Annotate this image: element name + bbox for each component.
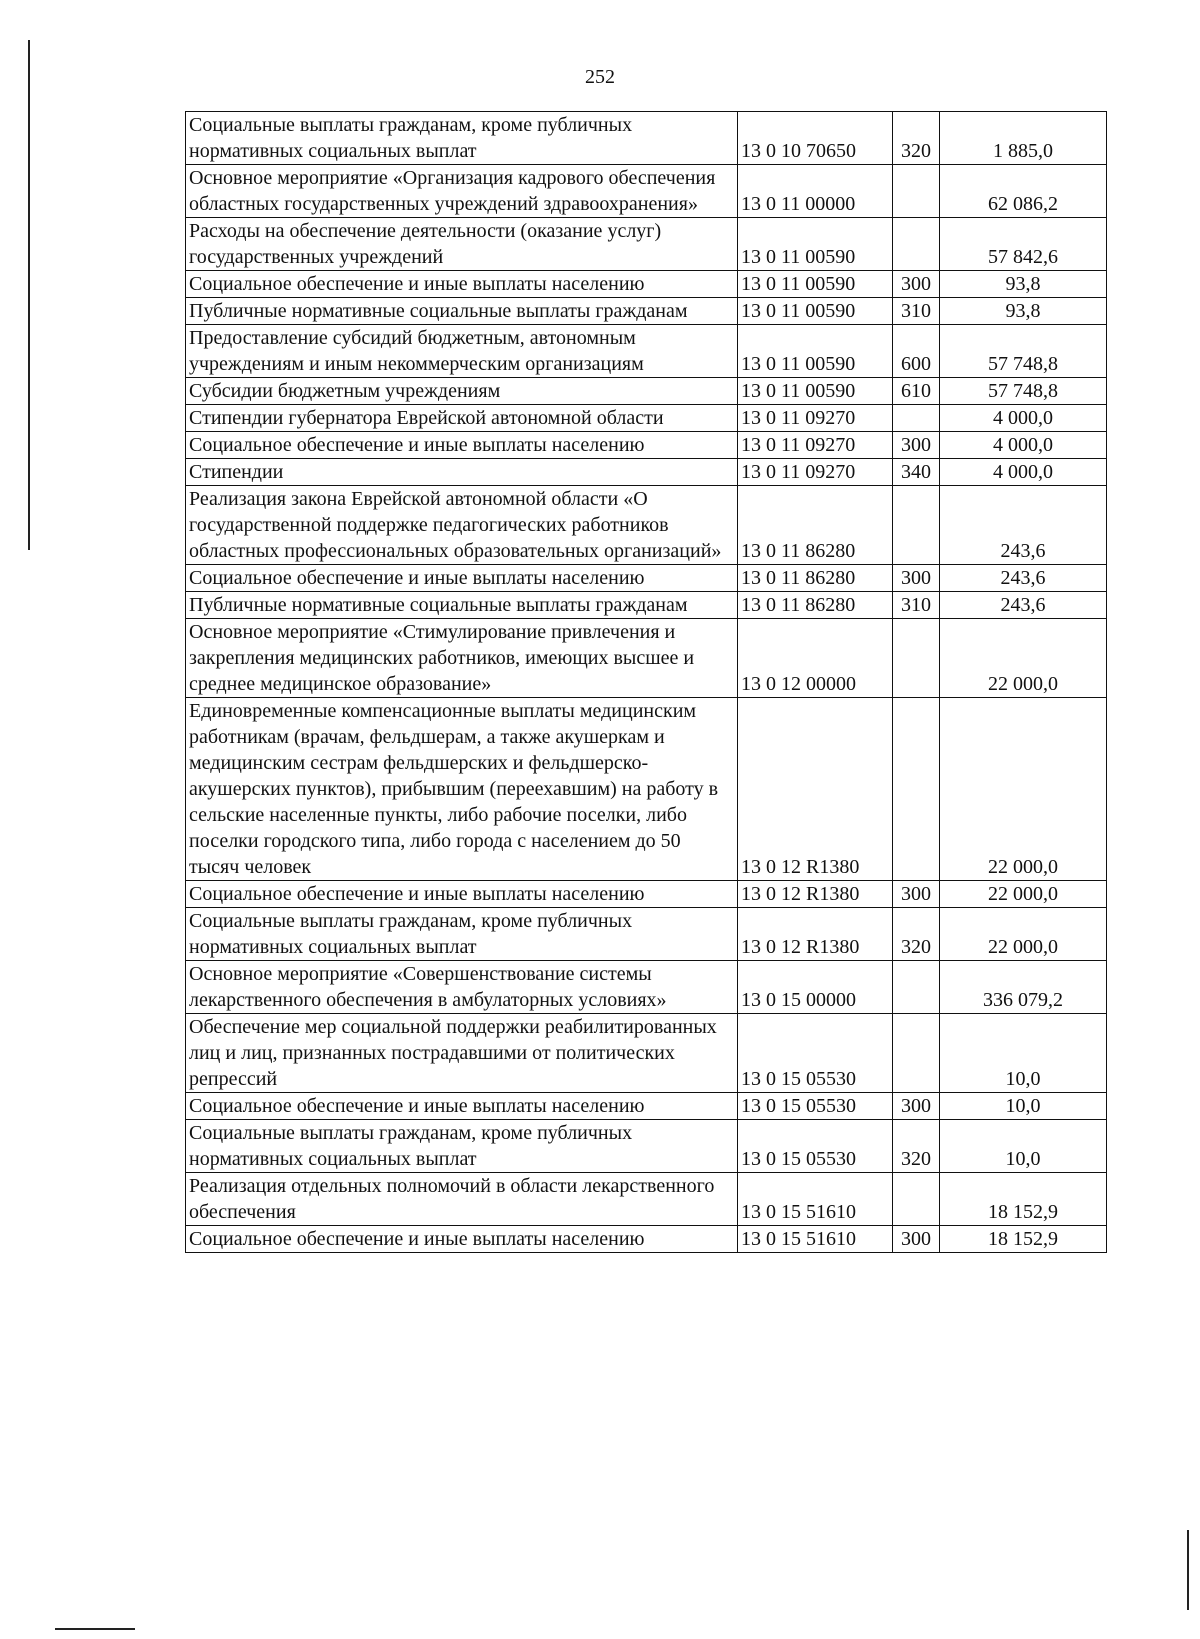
table-row — [186, 1120, 1107, 1173]
expense-name-cell: Стипендии губернатора Еврейской автономной области — [186, 405, 738, 432]
target-article-code-cell: 13 0 12 R1380 — [738, 881, 893, 908]
expense-name-cell: Социальные выплаты гражданам, кроме публичных нормативных социальных выплат — [186, 1120, 738, 1173]
expense-type-code-cell: 320 — [893, 1120, 940, 1173]
table-row — [186, 165, 1107, 218]
table-row — [186, 271, 1107, 298]
table-row — [186, 908, 1107, 961]
expense-name-cell: Единовременные компенсационные выплаты медицинским работникам (врачам, фельдшерам, а также акушеркам и медицинским сестрам фельдшерских и фельдшерско-акушерских пунктов), прибывшим (переехавшим) на работу в сельские населенные пункты, либо рабочие поселки, либо поселки городского типа, либо города с населением до 50 тысяч человек — [186, 698, 738, 881]
target-article-code-cell: 13 0 15 05530 — [738, 1093, 893, 1120]
expense-name-cell: Социальное обеспечение и иные выплаты населению — [186, 565, 738, 592]
amount-cell: 93,8 — [940, 298, 1107, 325]
table-row — [186, 112, 1107, 165]
target-article-code-cell: 13 0 11 09270 — [738, 405, 893, 432]
expense-name-cell: Реализация закона Еврейской автономной области «О государственной поддержке педагогических работников областных профессиональных образовательных организаций» — [186, 486, 738, 565]
expense-type-code-cell — [893, 698, 940, 881]
table-row — [186, 1093, 1107, 1120]
expense-name-cell: Социальные выплаты гражданам, кроме публичных нормативных социальных выплат — [186, 908, 738, 961]
expense-name-cell: Социальное обеспечение и иные выплаты населению — [186, 1093, 738, 1120]
amount-cell: 4 000,0 — [940, 432, 1107, 459]
target-article-code-cell: 13 0 11 09270 — [738, 459, 893, 486]
target-article-code-cell: 13 0 12 00000 — [738, 619, 893, 698]
amount-cell: 22 000,0 — [940, 698, 1107, 881]
expense-name-cell: Субсидии бюджетным учреждениям — [186, 378, 738, 405]
expense-type-code-cell: 300 — [893, 881, 940, 908]
amount-cell: 22 000,0 — [940, 908, 1107, 961]
amount-cell: 57 842,6 — [940, 218, 1107, 271]
expense-name-cell: Социальное обеспечение и иные выплаты населению — [186, 432, 738, 459]
amount-cell: 18 152,9 — [940, 1226, 1107, 1253]
table-row — [186, 432, 1107, 459]
expense-type-code-cell: 340 — [893, 459, 940, 486]
table-row — [186, 1173, 1107, 1226]
table-row — [186, 1226, 1107, 1253]
scan-edge-mark-left — [28, 40, 30, 550]
amount-cell: 10,0 — [940, 1014, 1107, 1093]
expense-type-code-cell: 300 — [893, 432, 940, 459]
table-row — [186, 486, 1107, 565]
amount-cell: 243,6 — [940, 565, 1107, 592]
table-row — [186, 565, 1107, 592]
target-article-code-cell: 13 0 15 00000 — [738, 961, 893, 1014]
expense-type-code-cell: 300 — [893, 1093, 940, 1120]
table-row — [186, 405, 1107, 432]
table-row — [186, 459, 1107, 486]
expense-type-code-cell — [893, 165, 940, 218]
scan-edge-mark-right — [1187, 1530, 1189, 1610]
table-row — [186, 881, 1107, 908]
table-row — [186, 378, 1107, 405]
amount-cell: 18 152,9 — [940, 1173, 1107, 1226]
amount-cell: 22 000,0 — [940, 881, 1107, 908]
target-article-code-cell: 13 0 12 R1380 — [738, 698, 893, 881]
amount-cell: 10,0 — [940, 1093, 1107, 1120]
target-article-code-cell: 13 0 11 09270 — [738, 432, 893, 459]
page-number: 252 — [585, 66, 615, 88]
expense-name-cell: Социальные выплаты гражданам, кроме публичных нормативных социальных выплат — [186, 112, 738, 165]
expense-type-code-cell: 320 — [893, 908, 940, 961]
target-article-code-cell: 13 0 15 51610 — [738, 1226, 893, 1253]
amount-cell: 22 000,0 — [940, 619, 1107, 698]
expense-type-code-cell — [893, 619, 940, 698]
expense-name-cell: Основное мероприятие «Стимулирование привлечения и закрепления медицинских работников, имеющих высшее и среднее медицинское образование» — [186, 619, 738, 698]
expense-type-code-cell — [893, 405, 940, 432]
amount-cell: 4 000,0 — [940, 405, 1107, 432]
expense-name-cell: Предоставление субсидий бюджетным, автономным учреждениям и иным некоммерческим организациям — [186, 325, 738, 378]
expense-type-code-cell — [893, 1014, 940, 1093]
expense-type-code-cell: 610 — [893, 378, 940, 405]
target-article-code-cell: 13 0 11 00590 — [738, 378, 893, 405]
table-row — [186, 325, 1107, 378]
expense-name-cell: Обеспечение мер социальной поддержки реабилитированных лиц и лиц, признанных пострадавшими от политических репрессий — [186, 1014, 738, 1093]
amount-cell: 93,8 — [940, 271, 1107, 298]
expense-name-cell: Стипендии — [186, 459, 738, 486]
table-row — [186, 218, 1107, 271]
target-article-code-cell: 13 0 11 86280 — [738, 486, 893, 565]
budget-table — [185, 111, 1107, 1253]
table-row — [186, 619, 1107, 698]
amount-cell: 4 000,0 — [940, 459, 1107, 486]
expense-name-cell: Основное мероприятие «Совершенствование системы лекарственного обеспечения в амбулаторных условиях» — [186, 961, 738, 1014]
expense-type-code-cell: 300 — [893, 271, 940, 298]
amount-cell: 57 748,8 — [940, 378, 1107, 405]
expense-name-cell: Основное мероприятие «Организация кадрового обеспечения областных государственных учреждений здравоохранения» — [186, 165, 738, 218]
amount-cell: 243,6 — [940, 592, 1107, 619]
expense-type-code-cell — [893, 961, 940, 1014]
table-row — [186, 698, 1107, 881]
budget-table-body — [186, 112, 1107, 1253]
target-article-code-cell: 13 0 15 05530 — [738, 1120, 893, 1173]
expense-type-code-cell: 310 — [893, 592, 940, 619]
expense-type-code-cell — [893, 1173, 940, 1226]
expense-name-cell: Расходы на обеспечение деятельности (оказание услуг) государственных учреждений — [186, 218, 738, 271]
amount-cell: 1 885,0 — [940, 112, 1107, 165]
table-row — [186, 298, 1107, 325]
expense-type-code-cell: 300 — [893, 565, 940, 592]
amount-cell: 336 079,2 — [940, 961, 1107, 1014]
expense-name-cell: Социальное обеспечение и иные выплаты населению — [186, 1226, 738, 1253]
expense-name-cell: Публичные нормативные социальные выплаты гражданам — [186, 592, 738, 619]
expense-name-cell: Реализация отдельных полномочий в области лекарственного обеспечения — [186, 1173, 738, 1226]
amount-cell: 57 748,8 — [940, 325, 1107, 378]
expense-name-cell: Социальное обеспечение и иные выплаты населению — [186, 881, 738, 908]
scan-edge-mark-bottom — [55, 1628, 135, 1630]
expense-type-code-cell: 600 — [893, 325, 940, 378]
expense-type-code-cell: 310 — [893, 298, 940, 325]
target-article-code-cell: 13 0 15 51610 — [738, 1173, 893, 1226]
expense-type-code-cell: 300 — [893, 1226, 940, 1253]
amount-cell: 243,6 — [940, 486, 1107, 565]
target-article-code-cell: 13 0 10 70650 — [738, 112, 893, 165]
expense-name-cell: Публичные нормативные социальные выплаты гражданам — [186, 298, 738, 325]
expense-name-cell: Социальное обеспечение и иные выплаты населению — [186, 271, 738, 298]
target-article-code-cell: 13 0 11 00590 — [738, 325, 893, 378]
target-article-code-cell: 13 0 15 05530 — [738, 1014, 893, 1093]
expense-type-code-cell: 320 — [893, 112, 940, 165]
expense-type-code-cell — [893, 486, 940, 565]
table-row — [186, 1014, 1107, 1093]
target-article-code-cell: 13 0 11 00590 — [738, 298, 893, 325]
target-article-code-cell: 13 0 11 00000 — [738, 165, 893, 218]
table-row — [186, 592, 1107, 619]
table-row — [186, 961, 1107, 1014]
target-article-code-cell: 13 0 12 R1380 — [738, 908, 893, 961]
target-article-code-cell: 13 0 11 00590 — [738, 271, 893, 298]
target-article-code-cell: 13 0 11 86280 — [738, 592, 893, 619]
target-article-code-cell: 13 0 11 00590 — [738, 218, 893, 271]
target-article-code-cell: 13 0 11 86280 — [738, 565, 893, 592]
amount-cell: 62 086,2 — [940, 165, 1107, 218]
expense-type-code-cell — [893, 218, 940, 271]
amount-cell: 10,0 — [940, 1120, 1107, 1173]
